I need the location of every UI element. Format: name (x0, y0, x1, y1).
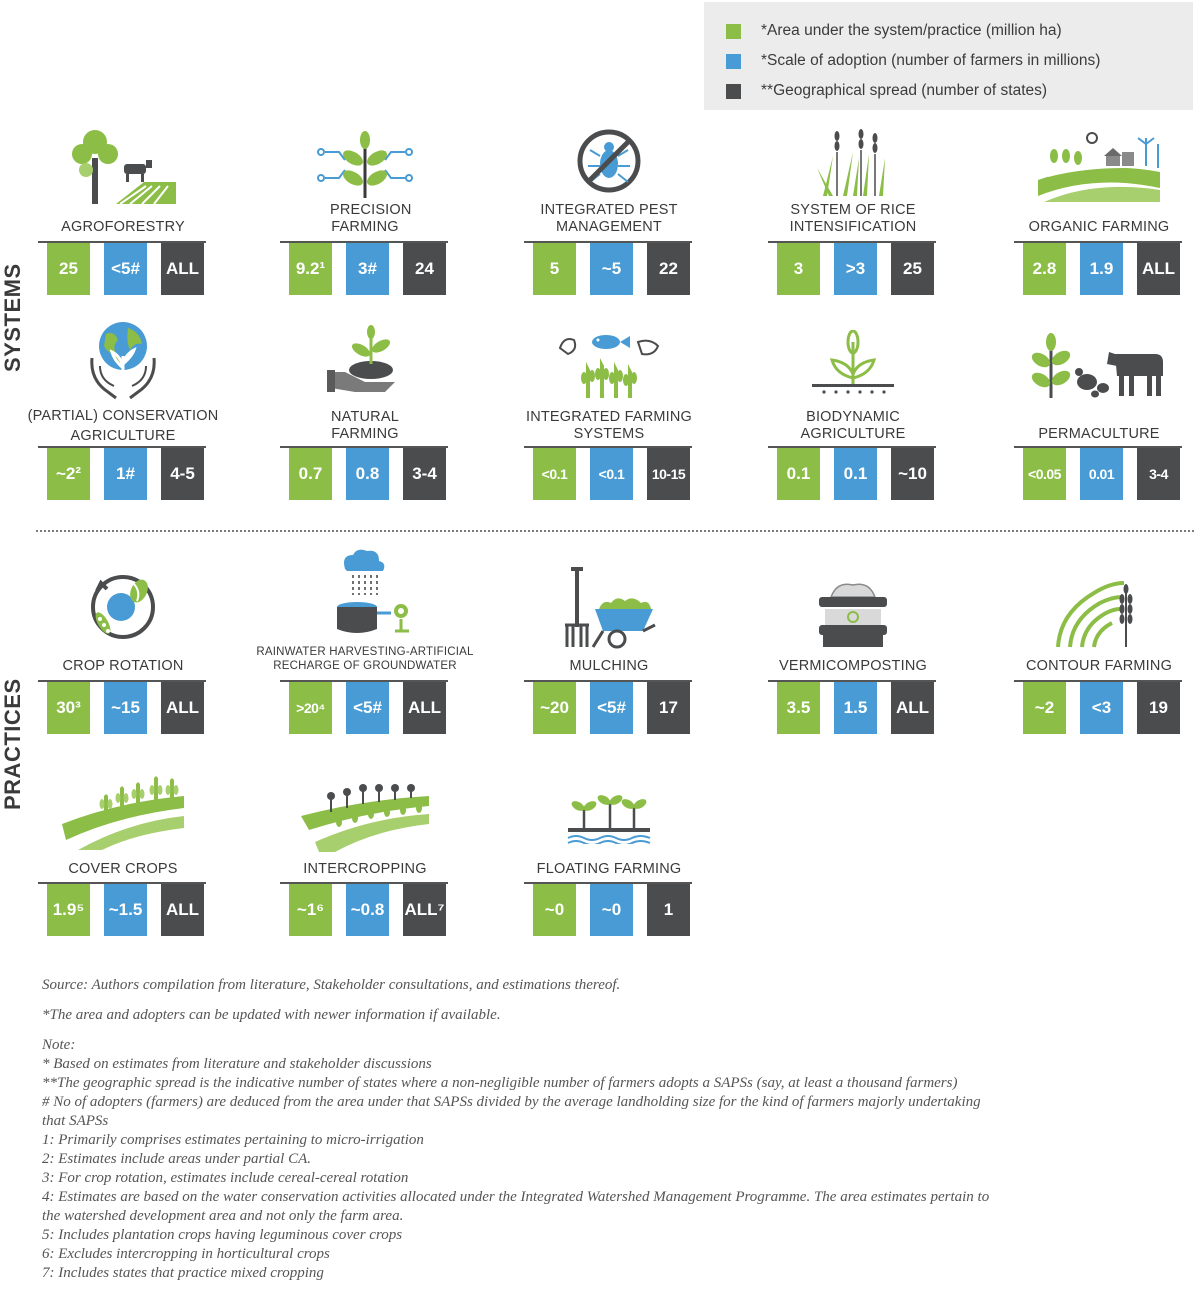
spread-value: 22 (647, 243, 690, 295)
source-note: Source: Authors compilation from literature, Stakeholder consultations, and estimations thereof. (42, 977, 621, 993)
area-value: <0.05 (1023, 448, 1066, 500)
adopters-value: <5# (346, 682, 389, 734)
hand-sprout-icon (325, 324, 405, 396)
adopters-value: ~0 (590, 884, 633, 936)
area-value: ~1⁶ (289, 884, 332, 936)
note-line: * Based on estimates from literature and stakeholder discussions (42, 1056, 432, 1072)
card-title: INTEGRATED FARMING SYSTEMS (525, 409, 693, 442)
spread-value: ALL⁷ (403, 884, 446, 936)
adopters-value: 1# (104, 448, 147, 500)
card-title: FLOATING FARMING (536, 861, 682, 877)
note-line: 1: Primarily comprises estimates pertaining to micro-irrigation (42, 1132, 424, 1148)
spread-value: 3-4 (1137, 448, 1180, 500)
adopters-value: ~1.5 (104, 884, 147, 936)
circuit-plant-icon (315, 130, 415, 200)
card-title: CROP ROTATION (62, 658, 184, 674)
pitchfork-wheelbarrow-icon (559, 565, 659, 651)
area-value: 30³ (47, 682, 90, 734)
area-value: ~2² (47, 448, 90, 500)
legend-label: *Scale of adoption (number of farmers in millions) (761, 52, 1101, 69)
intercrop-field-icon (295, 782, 435, 852)
cover-crop-field-icon (58, 774, 188, 850)
card-title: ORGANIC FARMING (1028, 219, 1170, 235)
adopters-value: >3 (834, 243, 877, 295)
spread-value: ALL (403, 682, 446, 734)
sprout-soil-icon (808, 330, 898, 396)
area-value: 25 (47, 243, 90, 295)
spread-value: 10-15 (647, 448, 690, 500)
card-title: CONTOUR FARMING (1025, 658, 1173, 674)
hands-globe-icon (88, 320, 158, 400)
floating-plants-icon (564, 788, 654, 844)
note-line: 2: Estimates include areas under partial CA. (42, 1151, 312, 1167)
legend-label: **Geographical spread (number of states) (761, 82, 1048, 99)
legend-item-adoption (726, 46, 1193, 76)
area-value: ~20 (533, 682, 576, 734)
note-line: that SAPSs (42, 1113, 109, 1129)
section-label-systems: SYSTEMS (0, 263, 25, 372)
adopters-value: ~5 (590, 243, 633, 295)
card-title: (PARTIAL) CONSERVATION AGRICULTURE (27, 408, 219, 444)
area-value: 9.2¹ (289, 243, 332, 295)
area-value: <0.1 (533, 448, 576, 500)
spread-value: ALL (161, 884, 204, 936)
note-line: 5: Includes plantation crops having leguminous cover crops (42, 1227, 403, 1243)
adopters-value: 1.5 (834, 682, 877, 734)
legend-item-area (726, 16, 1193, 46)
plant-hens-cow-icon (1029, 330, 1169, 400)
spread-value: 3-4 (403, 448, 446, 500)
note-line: the watershed development area and not only the farm area. (42, 1208, 404, 1224)
compost-bin-icon (813, 575, 893, 651)
card-title: COVER CROPS (68, 861, 178, 877)
area-value: >20⁴ (289, 682, 332, 734)
spread-value: 17 (647, 682, 690, 734)
note-line: # No of adopters (farmers) are deduced from the area under that SAPSs divided by the average landholding size for the kind of farmers majorly undertaking (42, 1094, 981, 1110)
section-divider (36, 530, 1194, 532)
spread-value: ~10 (891, 448, 934, 500)
spread-value: 25 (891, 243, 934, 295)
note-line: 4: Estimates are based on the water conservation activities allocated under the Integrated Watershed Management Programme. The area estimates pertain to (42, 1189, 990, 1205)
adopters-value: 0.1 (834, 448, 877, 500)
card-title: AGROFORESTRY (61, 219, 185, 235)
no-pest-icon (576, 128, 642, 194)
adopters-value: <0.1 (590, 448, 633, 500)
card-title: SYSTEM OF RICE INTENSIFICATION (789, 202, 917, 235)
spread-value: 4-5 (161, 448, 204, 500)
adopters-value: 0.8 (346, 448, 389, 500)
adopters-value: ~15 (104, 682, 147, 734)
note-line: 7: Includes states that practice mixed cropping (42, 1265, 324, 1281)
card-title: BIODYNAMIC AGRICULTURE (800, 409, 906, 442)
note-line: 3: For crop rotation, estimates include cereal-cereal rotation (42, 1170, 409, 1186)
card-title: INTEGRATED PEST MANAGEMENT (540, 202, 678, 235)
card-title: RAINWATER HARVESTING-ARTIFICIAL RECHARGE OF GROUNDWATER (256, 646, 474, 672)
area-value: 2.8 (1023, 243, 1066, 295)
area-value: 3 (777, 243, 820, 295)
farm-landscape-icon (1034, 130, 1164, 202)
area-value: 3.5 (777, 682, 820, 734)
legend-label: *Area under the system/practice (million ha) (761, 22, 1062, 39)
area-value: ~0 (533, 884, 576, 936)
adopters-value: <5# (104, 243, 147, 295)
legend-item-spread (726, 76, 1193, 106)
spread-value: ALL (161, 682, 204, 734)
livestock-fish-crops-icon (554, 326, 664, 400)
area-value: 0.1 (777, 448, 820, 500)
adopters-value: ~0.8 (346, 884, 389, 936)
card-title: MULCHING (569, 658, 649, 674)
area-value: ~2 (1023, 682, 1066, 734)
area-value: 5 (533, 243, 576, 295)
card-title: PRECISION FARMING (330, 202, 412, 235)
card-title: PERMACULTURE (1038, 426, 1160, 442)
spread-value: ALL (1137, 243, 1180, 295)
contour-wheat-icon (1054, 573, 1144, 649)
card-title: NATURAL FARMING (330, 409, 399, 442)
note-line: 6: Excludes intercropping in horticultural crops (42, 1246, 330, 1262)
rice-plants-icon (813, 128, 893, 198)
adopters-value: <5# (590, 682, 633, 734)
note-heading: Note: (42, 1037, 76, 1053)
spread-value: 24 (403, 243, 446, 295)
tree-cow-field-icon (68, 126, 178, 206)
adopters-value: 3# (346, 243, 389, 295)
legend-swatch-dark (726, 84, 741, 99)
adopters-value: 1.9 (1080, 243, 1123, 295)
area-value: 0.7 (289, 448, 332, 500)
rotation-circle-icon (87, 571, 159, 643)
section-label-practices: PRACTICES (0, 678, 25, 810)
adopters-value: 0.01 (1080, 448, 1123, 500)
card-title: VERMICOMPOSTING (778, 658, 927, 674)
legend-swatch-green (726, 24, 741, 39)
card-title: INTERCROPPING (303, 861, 427, 877)
spread-value: 19 (1137, 682, 1180, 734)
adopters-value: <3 (1080, 682, 1123, 734)
area-value: 1.9⁵ (47, 884, 90, 936)
update-note: *The area and adopters can be updated with newer information if available. (42, 1007, 501, 1023)
spread-value: ALL (161, 243, 204, 295)
spread-value: ALL (891, 682, 934, 734)
spread-value: 1 (647, 884, 690, 936)
footnotes (42, 1036, 1194, 1283)
note-line: **The geographic spread is the indicative number of states where a non-negligible number of farmers adopts a SAPSs (say, at least a thousand farmers) (42, 1075, 958, 1091)
rain-tank-icon (315, 547, 415, 637)
legend-swatch-blue (726, 54, 741, 69)
legend (704, 2, 1193, 110)
